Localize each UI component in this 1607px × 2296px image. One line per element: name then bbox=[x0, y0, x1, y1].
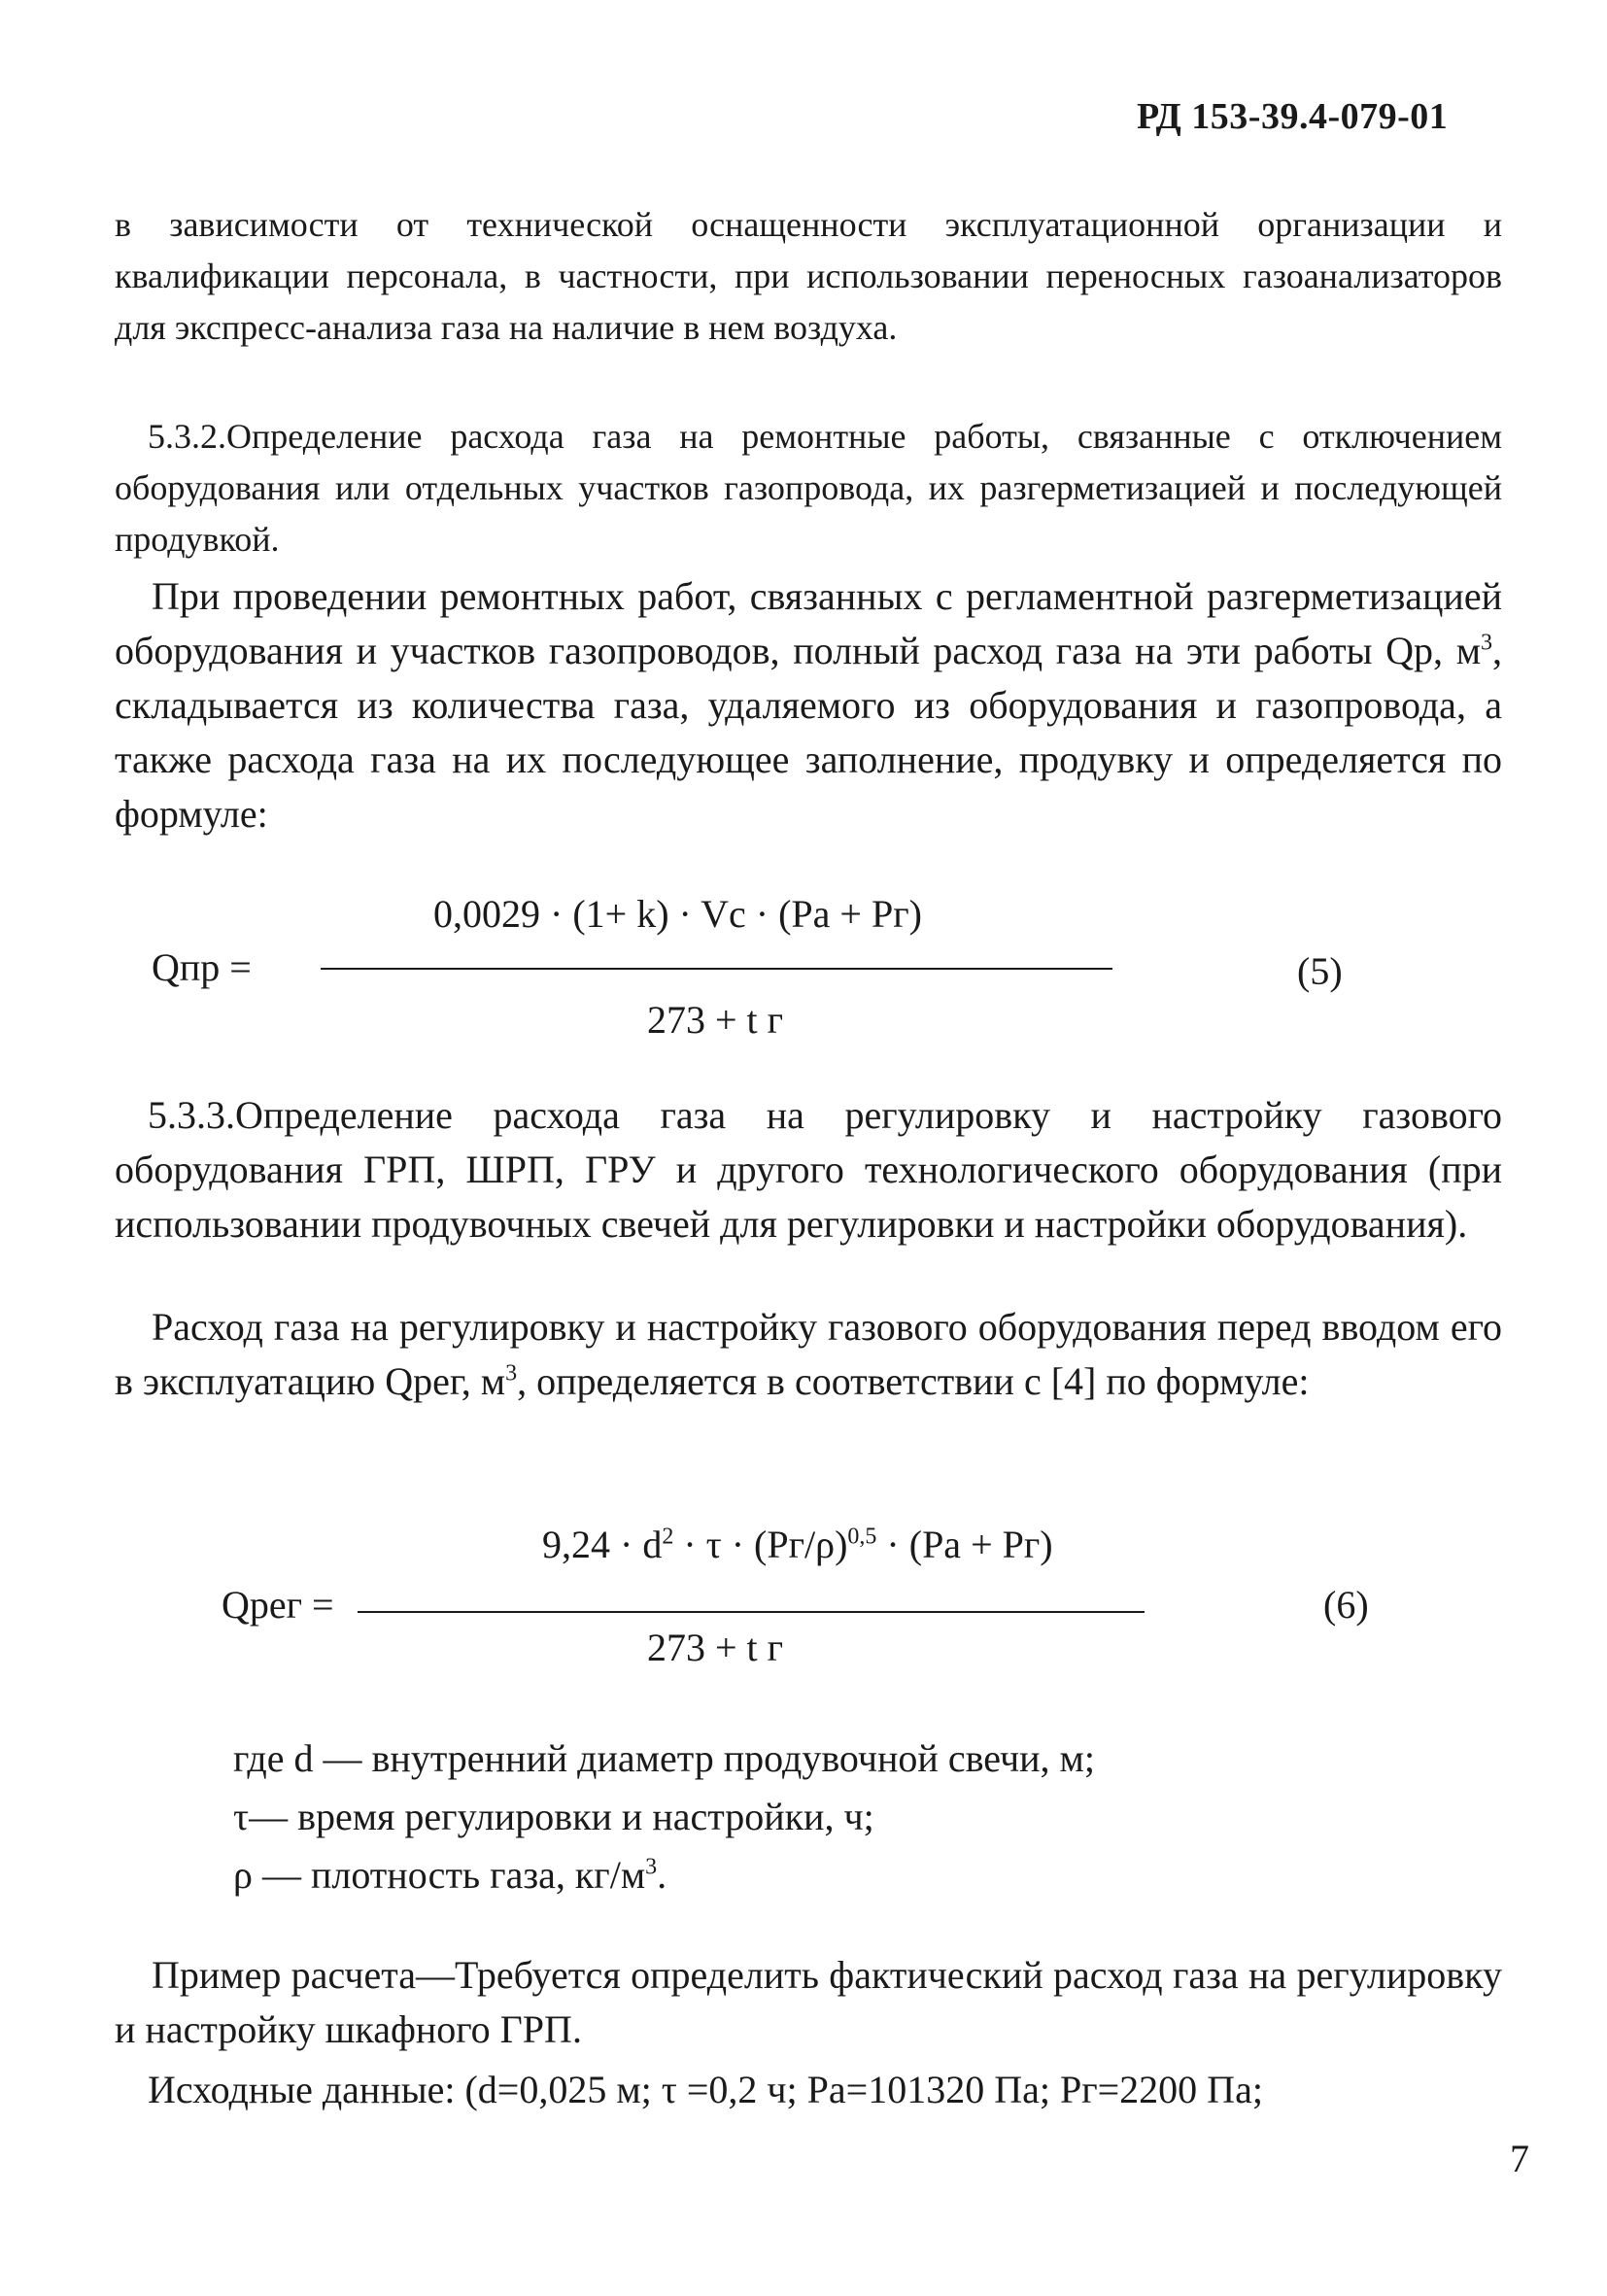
section-5-3-2-body-text: При проведении ремонтных работ, связанных с регламентной разгерметизацией оборудования и участков газопроводов, полный расход газа на эти работы Qр, м bbox=[115, 574, 1502, 672]
superscript: 3 bbox=[1481, 630, 1492, 656]
formula-6-lhs: Qрег = bbox=[222, 1583, 334, 1627]
formula-6-number: (6) bbox=[1323, 1583, 1369, 1627]
formula-5-lhs: Qпр = bbox=[152, 945, 252, 989]
intro-paragraph: в зависимости от технической оснащенности эксплуатационной организации и квалификации персонала, в частности, при использовании переносных газоанализаторов для экспресс-анализа газа на наличие в нем воздуха. bbox=[115, 205, 1502, 347]
definition-d: где d — внутренний диаметр продувочной свечи, м; bbox=[233, 1736, 1095, 1780]
document-code: РД 153-39.4-079-01 bbox=[1137, 96, 1449, 137]
page-number: 7 bbox=[1510, 2137, 1529, 2180]
formula-6-num-part: · τ · (Pг/ρ) bbox=[673, 1523, 848, 1566]
fraction-bar bbox=[358, 1611, 1145, 1613]
formula-5-denominator: 273 + t г bbox=[647, 998, 784, 1042]
definition-rho-text: ρ — плотность газа, кг/м bbox=[233, 1853, 646, 1897]
definition-tau: τ— время регулировки и настройки, ч; bbox=[233, 1795, 874, 1838]
formula-6-num-part: 9,24 · d bbox=[542, 1523, 663, 1566]
section-5-3-3-body-text: Расход газа на регулировку и настройку газового оборудования перед вводом его в эксплуатацию Qрег, м bbox=[115, 1305, 1502, 1403]
section-5-3-2-heading: 5.3.2.Определение расхода газа на ремонтные работы, связанные с отключением оборудования или отдельных участков газопровода, их разгерметизацией и последующей продувкой. bbox=[115, 417, 1502, 559]
formula-5-number: (5) bbox=[1297, 949, 1343, 993]
section-5-3-2-body-text-cont: , складывается из количества газа, удаляемого из оборудования и газопровода, а также расхода газа на их последующее заполнение, продувку и определяется по формуле: bbox=[115, 629, 1502, 836]
superscript: 3 bbox=[645, 1854, 658, 1880]
superscript: 3 bbox=[505, 1360, 518, 1387]
section-5-3-3-body-text-cont: , определяется в соответствии с [4] по формуле: bbox=[517, 1359, 1310, 1403]
formula-5-numerator: 0,0029 · (1+ k) · Vc · (Pa + Pг) bbox=[433, 892, 922, 936]
formula-6-numerator bbox=[542, 1522, 1053, 1567]
formula-6-denominator: 273 + t г bbox=[647, 1626, 784, 1669]
fraction-bar bbox=[321, 968, 1112, 970]
superscript: 0,5 bbox=[847, 1524, 877, 1550]
superscript: 2 bbox=[662, 1524, 674, 1550]
formula-6 bbox=[0, 1516, 1607, 1691]
example-input-data: Исходные данные: (d=0,025 м; τ =0,2 ч; Pa=101320 Па; Pг=2200 Па; bbox=[148, 2068, 1263, 2111]
section-5-3-3-body bbox=[115, 1300, 1502, 1409]
formula-5 bbox=[0, 884, 1607, 1059]
section-5-3-2-body bbox=[115, 569, 1502, 841]
definition-rho bbox=[233, 1846, 1095, 1904]
variable-definitions bbox=[233, 1730, 1095, 1904]
example-paragraph: Пример расчета—Требуется определить фактический расход газа на регулировку и настройку шкафного ГРП. bbox=[115, 1953, 1502, 2051]
definition-rho-end: . bbox=[657, 1853, 667, 1897]
formula-6-num-part: · (Pa + Pг) bbox=[876, 1523, 1053, 1566]
section-5-3-3-heading: 5.3.3.Определение расхода газа на регулировку и настройку газового оборудования ГРП, ШРП, ГРУ и другого технологического оборудования (при использовании продувочных свечей для регулировки и настройки оборудования). bbox=[115, 1093, 1502, 1246]
